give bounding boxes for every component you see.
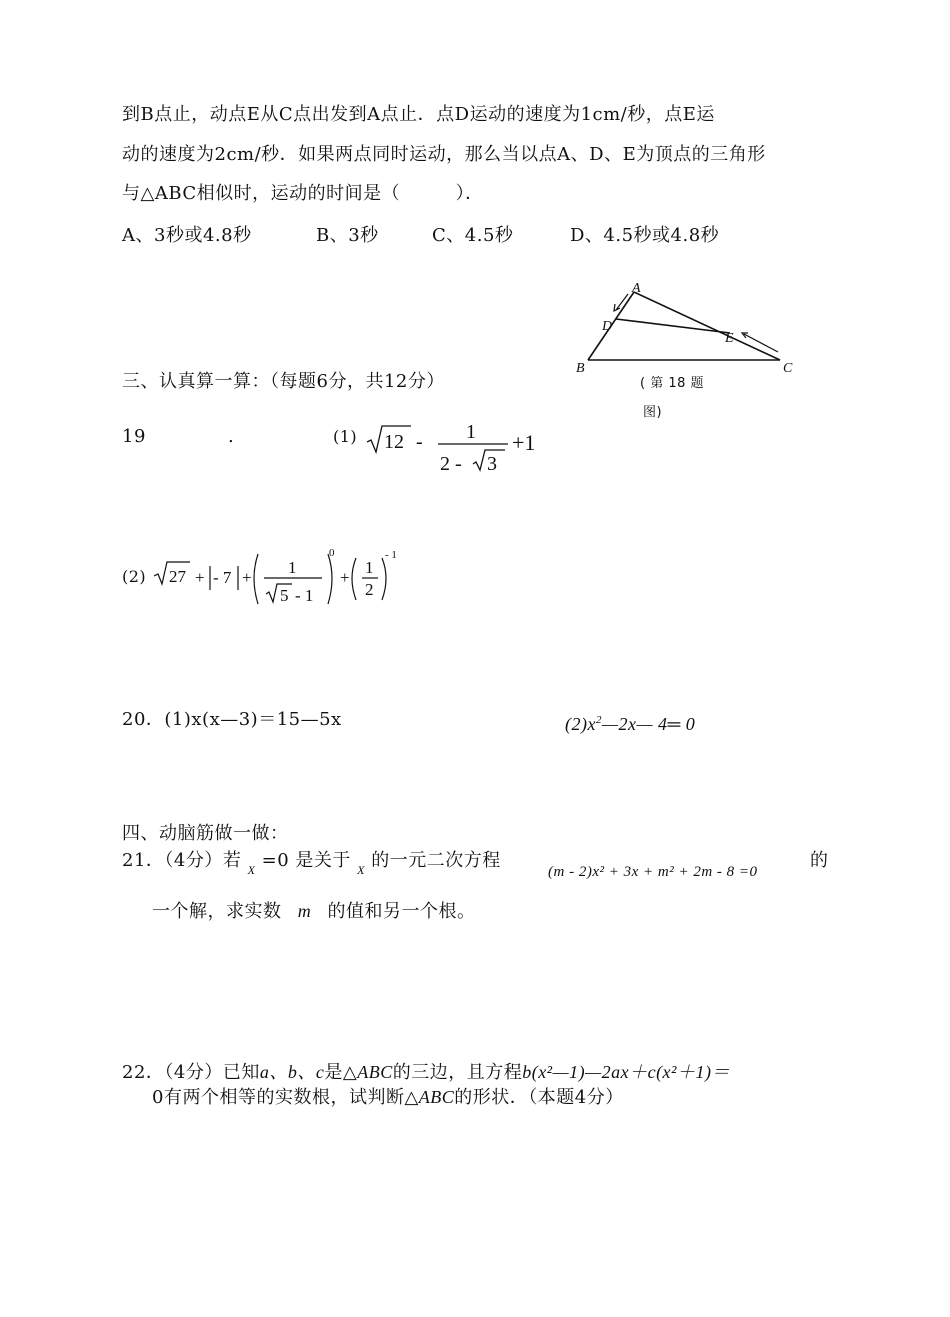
q21-equation: (m - 2)x² + 3x + m² + 2m - 8 =0 [548, 864, 758, 880]
svg-text:+: + [195, 568, 205, 587]
svg-text:5: 5 [280, 586, 289, 605]
arrow-d-shaft [616, 294, 628, 310]
q18-option-b: B、3秒 [316, 225, 379, 246]
svg-text:+: + [340, 568, 350, 587]
q22-line2-c: 的形状．（本题4分） [454, 1087, 624, 1108]
section4-title: 四、动脑筋做一做： [122, 823, 289, 844]
q21-line-1 [122, 849, 501, 877]
arrow-e-shaft [744, 334, 778, 352]
q20-part2 [565, 708, 695, 736]
q20-part2-a: (2)x [565, 714, 596, 734]
q18-line-1: 到B点止，动点E从C点出发到A点止．点D运动的速度为1cm/秒，点E运 [122, 104, 715, 125]
svg-text:0: 0 [329, 547, 335, 559]
svg-text:3: 3 [487, 453, 497, 475]
q18-option-d: D、4.5秒或4.8秒 [570, 225, 720, 246]
q21-c: 的一元二次方程 [371, 850, 501, 871]
label-c: C [783, 361, 793, 376]
q22-abc-1: ABC [357, 1062, 393, 1082]
svg-text:-: - [416, 431, 423, 453]
q21-d: 的 [810, 850, 829, 871]
q18-line-3: 与△ABC相似时，运动的时间是（ ）． [122, 183, 484, 204]
label-e: E [725, 331, 734, 346]
q22-line-1 [122, 1060, 730, 1085]
svg-text:1: 1 [466, 421, 476, 443]
q18-option-a: A、3秒或4.8秒 [122, 225, 252, 246]
q20-part2-b: —2x— 4═ 0 [601, 714, 696, 734]
svg-text:1: 1 [365, 558, 374, 577]
q22-line2-a: 0有两个相等的实数根，试判断△ [152, 1087, 419, 1108]
svg-text:1: 1 [288, 558, 297, 577]
q19-2-expression [152, 546, 412, 616]
svg-text:- 7: - 7 [213, 568, 232, 587]
q22-c: 是△ [324, 1062, 358, 1083]
svg-text:- 1: - 1 [385, 549, 397, 561]
q19-1-expression [365, 420, 565, 476]
q21-x2: X [357, 863, 366, 877]
q22-e: 的三边，且方程 [392, 1062, 523, 1083]
svg-text:27: 27 [169, 567, 186, 586]
label-b: B [576, 361, 585, 376]
q19-number: 19 [122, 426, 146, 447]
q22-prefix: 22．（4分）已知 [122, 1062, 260, 1083]
q22-abc-2: ABC [418, 1087, 455, 1107]
q18-line-2: 动的速度为2cm/秒．如果两点同时运动，那么当以点A、D、E为顶点的三角形 [122, 144, 766, 165]
q21-line2-b: 的值和另一个根。 [327, 901, 476, 922]
q19-2-label: (2) [122, 567, 147, 586]
segment-de [616, 319, 730, 333]
q21-m: m [297, 901, 312, 921]
q22-vars: a、b、c [259, 1062, 325, 1082]
q19-dot: . [228, 426, 235, 447]
svg-text:- 1: - 1 [295, 586, 314, 605]
q21-prefix: 21．（4分）若 [122, 850, 242, 871]
svg-text:+1: +1 [512, 430, 536, 455]
q20-part2-sup: 2 [595, 714, 602, 726]
svg-text:+: + [242, 568, 252, 587]
q20-part1: 20．(1)x(x—3)＝15—5x [122, 709, 342, 730]
label-d: D [602, 319, 613, 334]
figure-caption-2: 图) [643, 405, 663, 420]
label-a: A [632, 281, 641, 296]
svg-text:12: 12 [384, 431, 404, 453]
section3-title: 三、认真算一算：（每题6分，共12分） [122, 371, 445, 392]
figure-caption-1: ( 第 18 题 [640, 376, 705, 391]
q19-1-label: (1) [333, 427, 358, 446]
q18-option-c: C、4.5秒 [432, 225, 514, 246]
svg-text:2 -: 2 - [440, 453, 462, 475]
side-ca [634, 292, 780, 360]
q22-line-2 [152, 1085, 624, 1110]
q21-b: =0 是关于 [261, 850, 351, 871]
triangle-figure [570, 280, 810, 420]
q21-line2-a: 一个解，求实数 [152, 901, 282, 922]
svg-text:2: 2 [365, 580, 374, 599]
q22-equation: b(x²—1)—2ax＋c(x²＋1)＝ [522, 1062, 730, 1082]
q21-x1: X [247, 863, 256, 877]
q21-line-2 [152, 899, 475, 924]
